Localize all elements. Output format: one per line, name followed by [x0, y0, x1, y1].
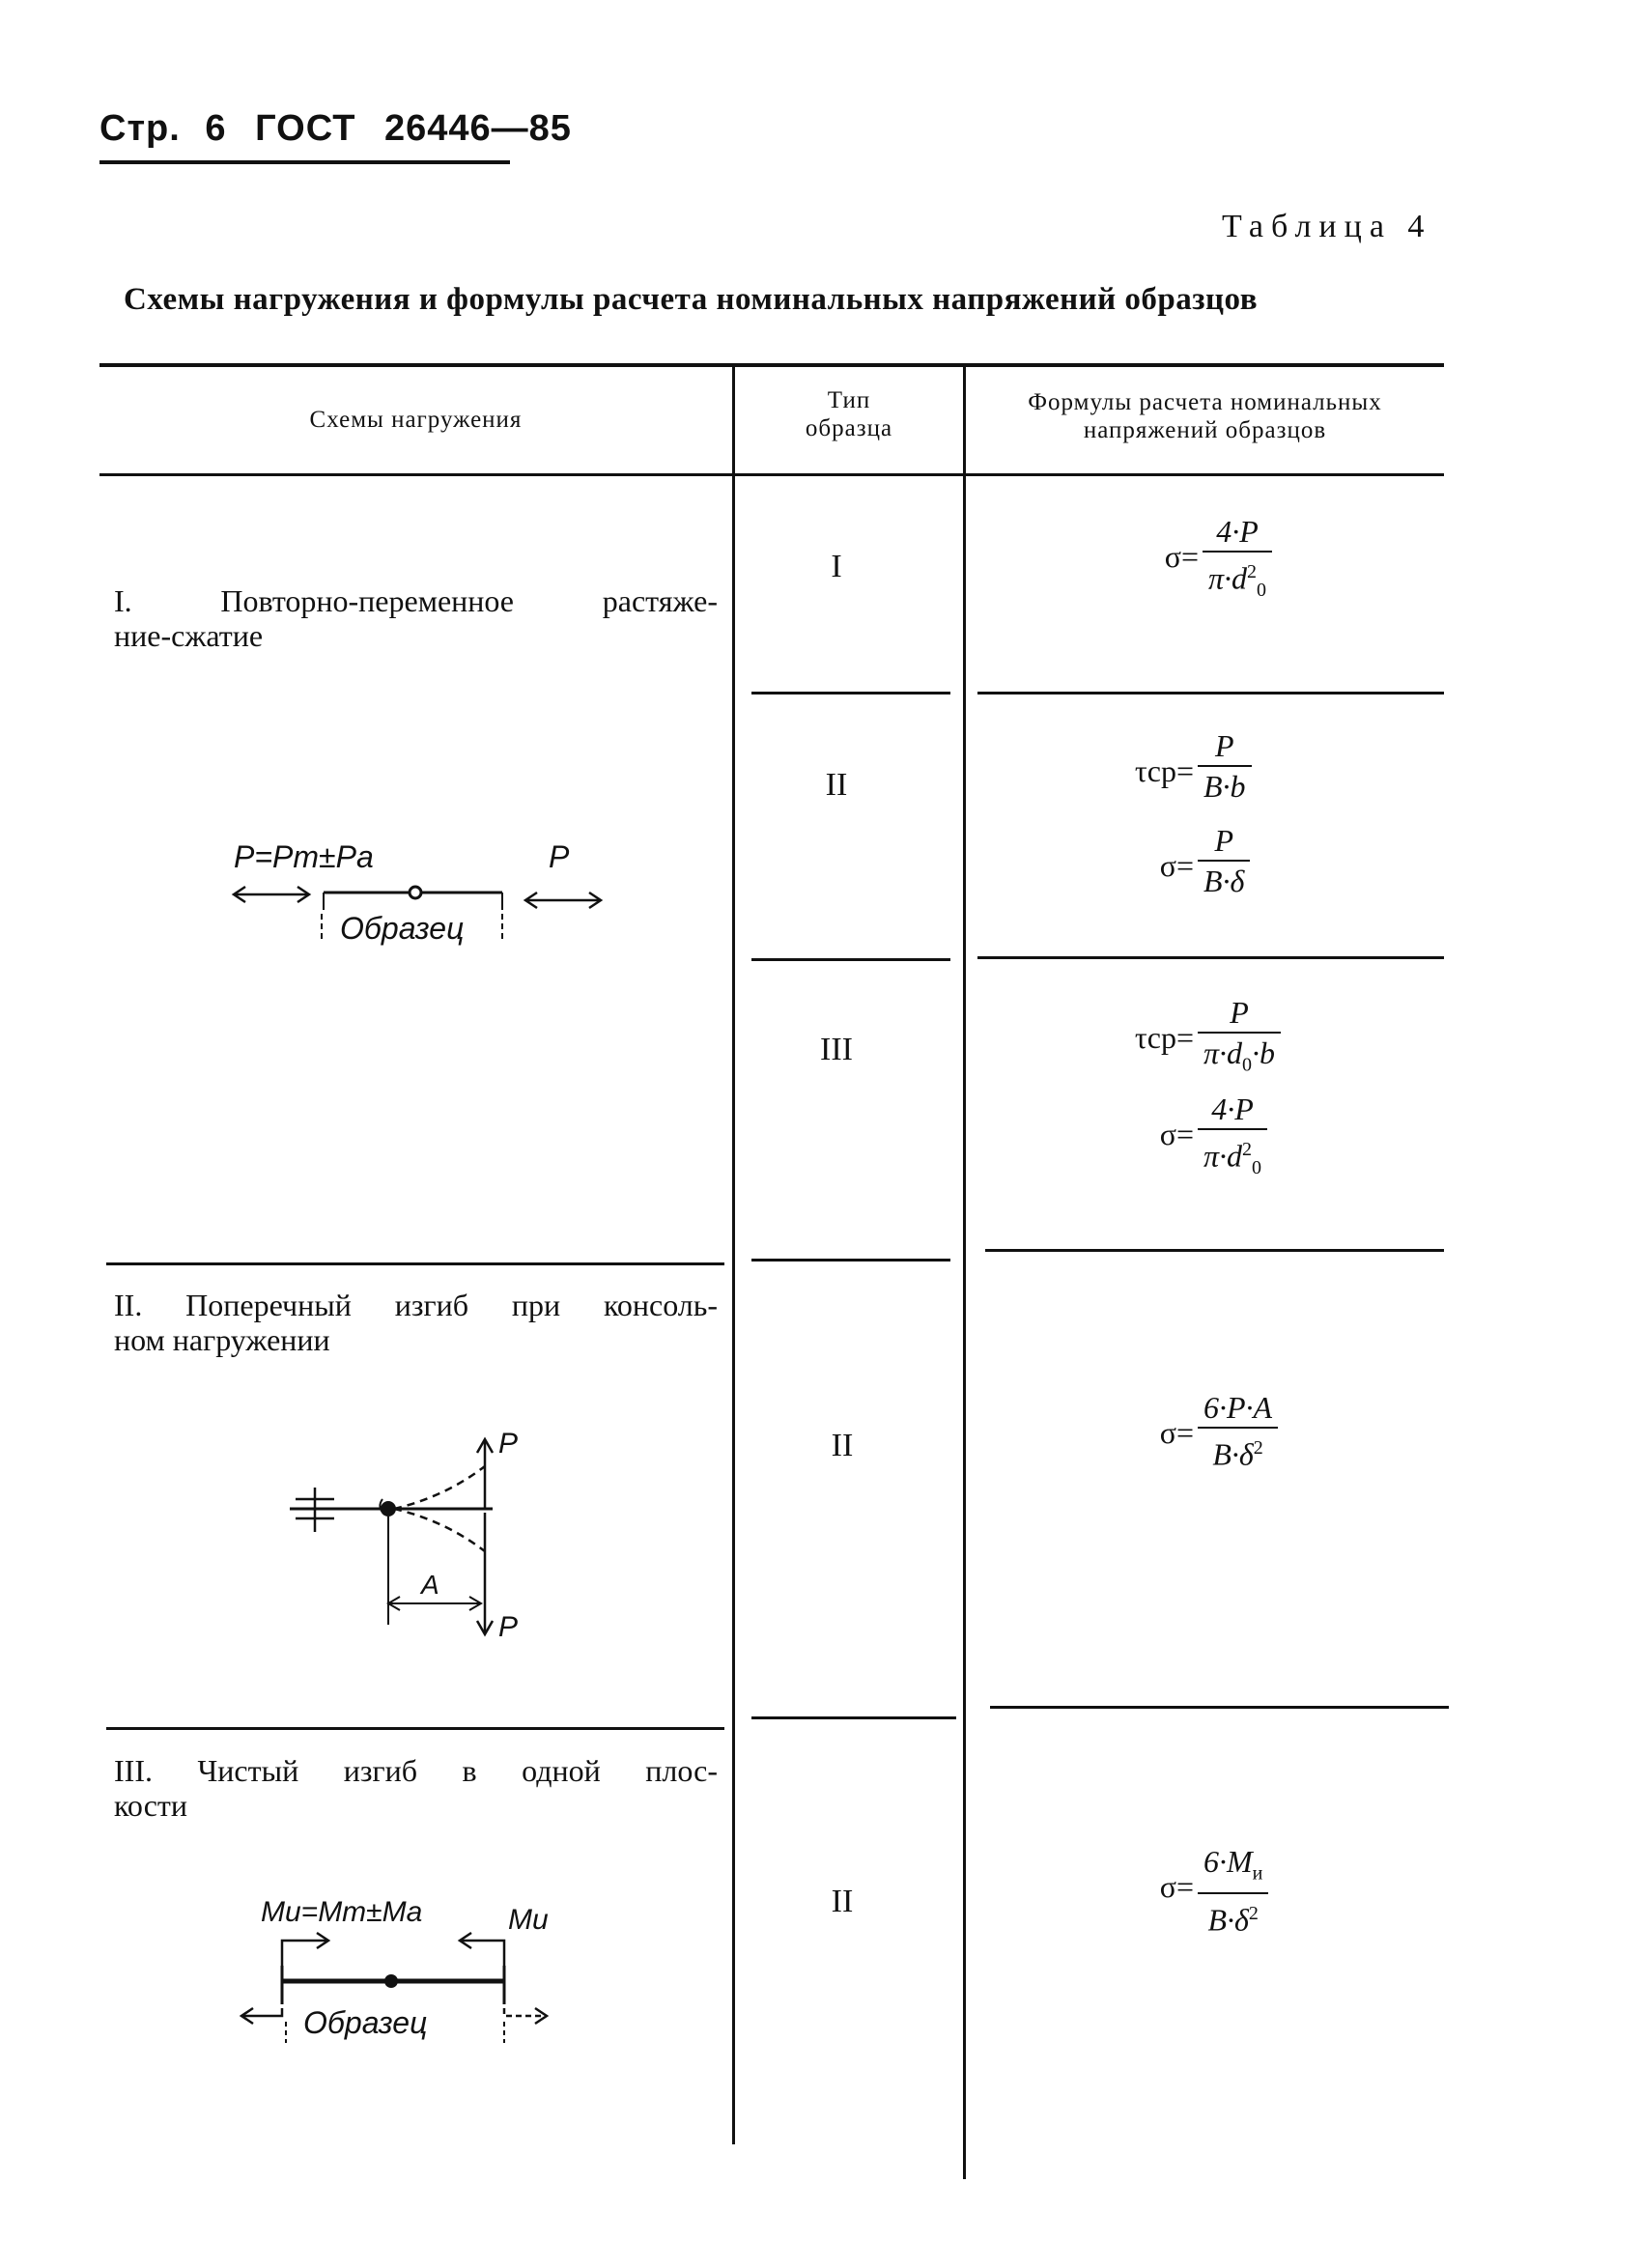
arrow-up-icon [477, 1439, 493, 1509]
diagram2-force-bottom: P [498, 1611, 519, 1643]
column-header-schemes: Схемы нагружения [309, 407, 523, 433]
page-label: Стр. [99, 108, 181, 149]
formula-sigma-pure-bending: σ= $\frac{6\cdot M_и}{B\cdot\delta^2}$ [1198, 1842, 1268, 1940]
row-rule [977, 956, 1444, 959]
diagram2-arm-label: A [421, 1570, 439, 1600]
column-divider-2 [963, 367, 966, 2179]
section-rule [751, 1716, 956, 1719]
section-rule [106, 1262, 724, 1265]
formula-tau-type-2: τср= $\frac{P}{B\cdot b}$ [1198, 726, 1252, 806]
standard-number: 26446—85 [383, 108, 572, 149]
section-rule [751, 1259, 950, 1262]
section-rule [990, 1706, 1449, 1709]
scheme-2-title: II. Поперечный изгиб при консоль- ном нагружении [114, 1288, 718, 1357]
section-rule [985, 1249, 1444, 1252]
scheme-3-title: III. Чистый изгиб в одной плос- кости [114, 1753, 718, 1823]
column-divider-1 [732, 367, 735, 2144]
column-header-formulas: Формулы расчета номинальных напряжений образцов [1028, 389, 1382, 443]
formula-sigma-type-3: σ= $\frac{4\cdot P}{\pi\cdot d^2_0}$ [1198, 1090, 1267, 1187]
table-label: Таблица 4 [1222, 209, 1432, 244]
type-cell: II [831, 1428, 854, 1463]
header-rule [99, 160, 510, 164]
diagram3-specimen: Образец [303, 2005, 428, 2040]
row-rule [751, 958, 950, 961]
formula-sigma-type-2: σ= $\frac{P}{B\cdot\delta}$ [1198, 821, 1250, 900]
type-cell: III [820, 1032, 853, 1067]
type-cell: II [825, 767, 848, 803]
row-rule [751, 692, 950, 695]
table-title: Схемы нагружения и формулы расчета номинальных напряжений образцов [124, 282, 1259, 317]
diagram2-force-top: P [498, 1428, 519, 1460]
section-rule [106, 1727, 724, 1730]
diagram1-right-label: P [549, 839, 570, 874]
diagram1-left-label: P=Pm±Pa [234, 839, 374, 874]
page-header [99, 108, 572, 150]
diagram3-right-label: Mи [508, 1904, 549, 1936]
table-top-rule [99, 363, 1444, 367]
arrow-left-icon [241, 2008, 282, 2024]
formula-sigma-type-1: σ= $\frac{4\cdot P}{\pi\cdot d^2_0}$ [1203, 512, 1272, 610]
arrow-left-icon [460, 1933, 504, 1966]
type-cell: II [831, 1884, 854, 1919]
arrow-right-icon [282, 1933, 328, 1966]
diagram1-specimen: Образец [340, 911, 465, 946]
diagram3-left-label: Mи=Mm±Ma [261, 1896, 423, 1928]
double-arrow-icon [525, 893, 601, 908]
pivot-dot [384, 1974, 398, 1988]
header-bottom-rule [99, 473, 1444, 476]
page-number: 6 [205, 108, 227, 149]
double-arrow-icon [234, 887, 309, 902]
diagram-tension-compression [222, 831, 628, 966]
row-rule [977, 692, 1444, 695]
diagram-cantilever-bending [280, 1420, 551, 1661]
pivot-dot [410, 887, 421, 898]
formula-tau-type-3: τср= $\frac{P}{\pi\cdot d_0\cdot b}$ [1198, 993, 1281, 1084]
formula-sigma-cantilever: σ= $\frac{6\cdot P\cdot A}{B\cdot\delta^2}$ [1198, 1388, 1278, 1474]
standard-label: ГОСТ [255, 108, 356, 149]
scheme-1-title: I. Повторно-переменное растяже- ние-сжатие [114, 583, 718, 653]
type-cell: I [831, 549, 842, 584]
arrow-down-icon [477, 1513, 493, 1634]
diagram-pure-bending [232, 1888, 580, 2057]
column-header-type: Тип образца [805, 387, 893, 441]
